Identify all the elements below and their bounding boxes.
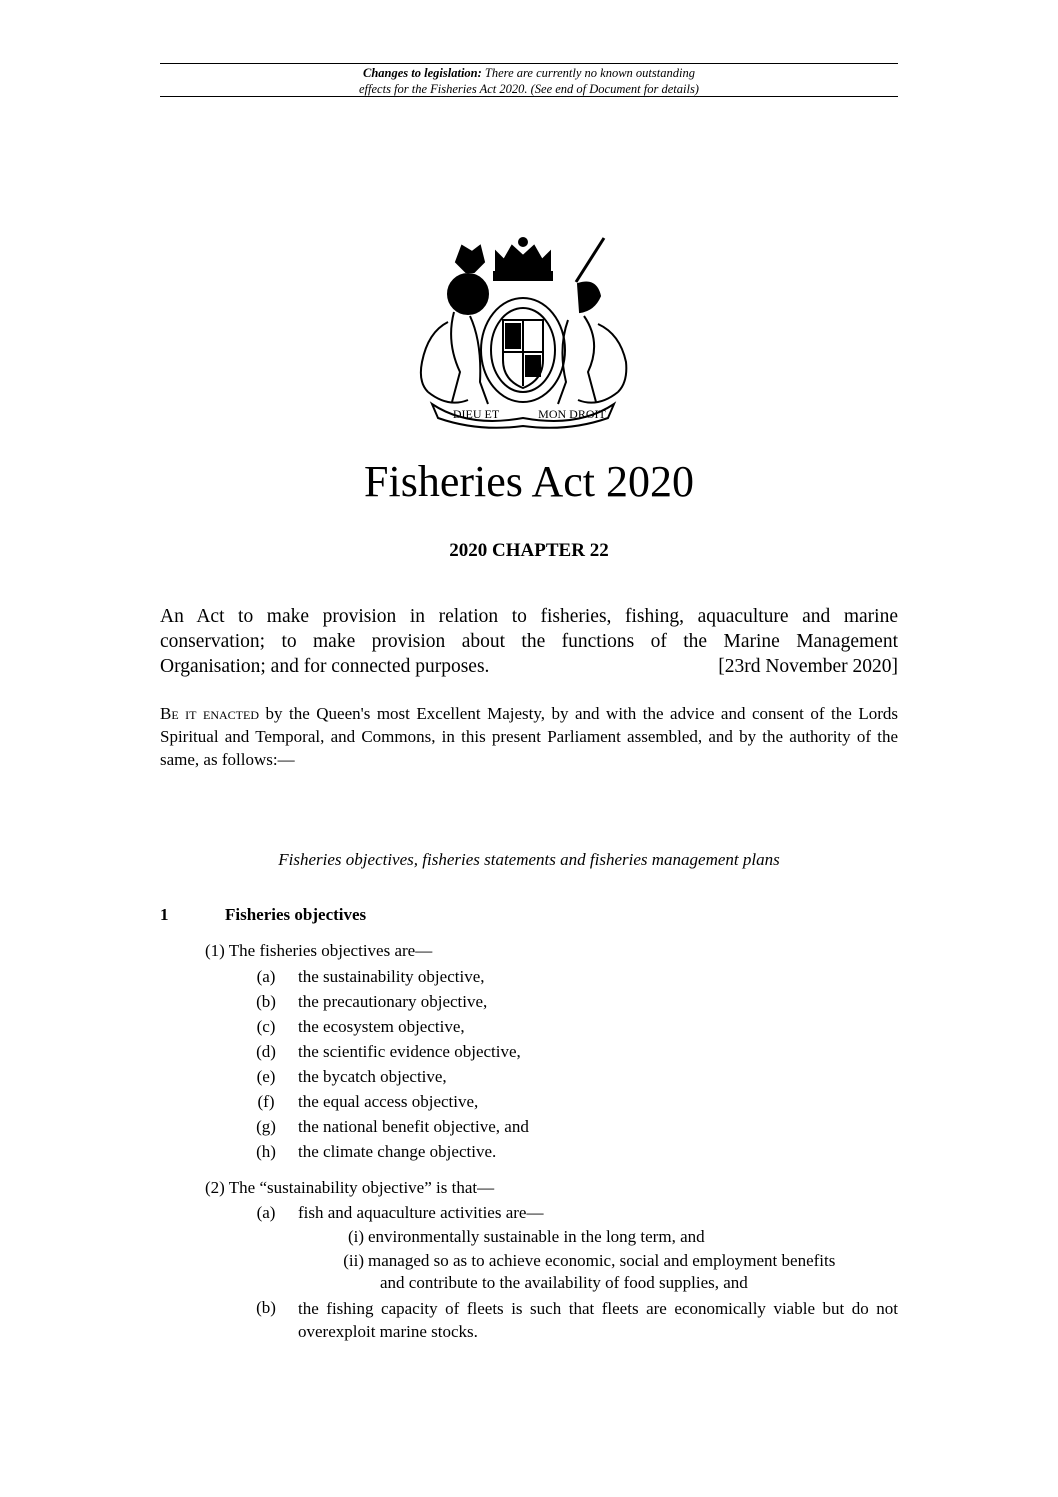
paragraph-b-label: (b) — [256, 1298, 276, 1317]
list-item: the climate change objective. — [298, 1142, 497, 1161]
banner-line1: There are currently no known outstanding — [481, 66, 695, 80]
cross-heading: Fisheries objectives, fisheries statements and fisheries management plans — [278, 850, 780, 869]
list-item: the bycatch objective, — [298, 1067, 447, 1086]
banner-bold-label: Changes to legislation: — [363, 66, 482, 80]
royal-assent-date: [23rd November 2020] — [718, 656, 898, 677]
list-item-label: (b) — [256, 992, 276, 1011]
long-title-line2: conservation; to make provision about the functions of the Marine Management — [160, 631, 898, 652]
legislation-status-banner — [160, 63, 898, 97]
motto-left: DIEU ET — [452, 407, 500, 421]
subparagraph-ii-label: (ii) — [343, 1251, 364, 1270]
list-item-label: (a) — [256, 967, 276, 986]
section-title: Fisheries objectives — [225, 905, 367, 924]
chapter-number: 2020 CHAPTER 22 — [449, 540, 609, 561]
list-item-label: (g) — [256, 1117, 276, 1136]
enacting-text: by the Queen's most Excellent Majesty, by and with the advice and consent of the Lords Spiritual and Temporal, and Commons, in this present Parliament assembled, and by the authority of the same, as follows:— — [160, 704, 898, 769]
subparagraph-ii-text: managed so as to achieve economic, social and employment benefits — [368, 1251, 836, 1270]
subsection-2-intro: (2) The “sustainability objective” is that— — [205, 1178, 495, 1197]
banner-line2: effects for the Fisheries Act 2020. (See end of Document for details) — [359, 82, 699, 96]
subparagraph-i-text: environmentally sustainable in the long term, and — [368, 1227, 705, 1246]
list-item: the scientific evidence objective, — [298, 1042, 521, 1061]
enacting-smallcaps: Be it enacted — [160, 704, 259, 723]
royal-coat-of-arms-icon — [408, 232, 638, 432]
list-item: the national benefit objective, and — [298, 1117, 529, 1136]
list-item: the equal access objective, — [298, 1092, 479, 1111]
list-item-label: (f) — [257, 1092, 275, 1111]
section-number: 1 — [160, 905, 169, 924]
long-title — [160, 604, 898, 679]
list-item-label: (h) — [256, 1142, 276, 1161]
long-title-line1: An Act to make provision in relation to fisheries, fishing, aquaculture and marine — [160, 606, 898, 627]
list-item: the ecosystem objective, — [298, 1017, 465, 1036]
paragraph-b-text: the fishing capacity of fleets is such that fleets are economically viable but do not overexploit marine stocks. — [298, 1299, 898, 1341]
list-item-label: (d) — [256, 1042, 276, 1061]
act-title: Fisheries Act 2020 — [364, 457, 694, 506]
list-item: the sustainability objective, — [298, 967, 485, 986]
paragraph-a-text: fish and aquaculture activities are— — [298, 1203, 544, 1222]
list-item-label: (c) — [256, 1017, 276, 1036]
subparagraph-i-label: (i) — [347, 1227, 364, 1246]
paragraph-a-label: (a) — [256, 1203, 276, 1222]
motto-right: MON DROIT — [538, 407, 606, 421]
list-item: the precautionary objective, — [298, 992, 488, 1011]
list-item-label: (e) — [256, 1067, 276, 1086]
enacting-formula — [160, 702, 898, 771]
long-title-line3: Organisation; and for connected purposes. — [160, 656, 490, 677]
subsection-1-intro: (1) The fisheries objectives are— — [205, 941, 433, 960]
subparagraph-ii-text-cont: and contribute to the availability of food supplies, and — [380, 1273, 748, 1292]
